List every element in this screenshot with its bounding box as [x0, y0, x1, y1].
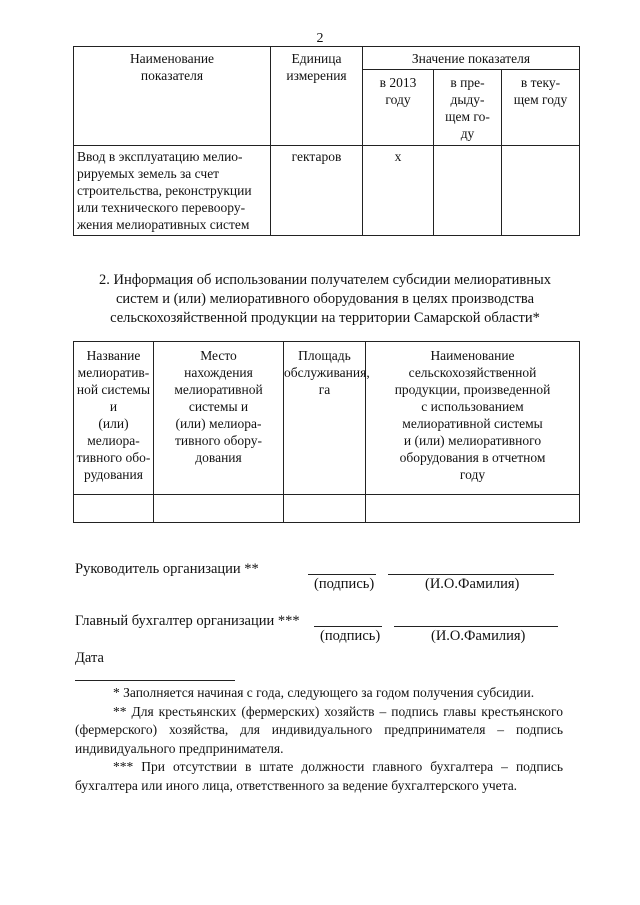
header-unit: Единица измерения: [271, 47, 363, 146]
accountant-name-caption: (И.О.Фамилия): [431, 628, 526, 644]
cell-indicator: Ввод в эксплуатацию мелио- рируемых земель за счет строительства, реконструкции или технического перевоору- жения мелиоративных систем: [74, 146, 271, 236]
head-of-organization-label: Руководитель организации **: [75, 561, 259, 577]
section-2-title: 2. Информация об использовании получателем субсидии мелиоративных систем и (или) мелиоративного оборудования в целях производства сельскохозяйственной продукции на территории Самарской области*: [99, 272, 551, 326]
header-system-name: Название мелиоратив- ной системы и (или) мелиора- тивного обо- рудования: [74, 342, 154, 495]
chief-accountant-label: Главный бухгалтер организации ***: [75, 613, 300, 629]
cell-system-name: [74, 495, 154, 523]
cell-service-area: [284, 495, 366, 523]
header-previous-year: в пре- дыду- щем го- ду: [434, 70, 502, 146]
header-service-area: Площадь обслуживания, га: [284, 342, 366, 495]
accountant-signature-caption: (подпись): [320, 628, 381, 644]
date-label: Дата: [75, 650, 104, 666]
footnote-2: ** Для крестьянских (фермерских) хозяйств – подпись главы крестьянского (фермерского) хозяйства, для индивидуального предпринимателя – подпись индивидуального предпринимателя.: [75, 703, 563, 756]
head-signature-caption: (подпись): [314, 576, 375, 592]
cell-in-2013: х: [363, 146, 434, 236]
cell-unit: гектаров: [271, 146, 363, 236]
usage-table: [73, 341, 580, 523]
header-current-year: в теку- щем году: [502, 70, 580, 146]
header-in-2013: в 2013 году: [363, 70, 434, 146]
footnote-separator: [75, 680, 235, 681]
cell-system-location: [154, 495, 284, 523]
head-name-caption: (И.О.Фамилия): [425, 576, 520, 592]
cell-product-name: [366, 495, 580, 523]
header-product-name: Наименование сельскохозяйственной продукции, произведенной с использованием мелиоративной системы и (или) мелиоративного оборудования в отчетном году: [366, 342, 580, 495]
cell-previous-year: [434, 146, 502, 236]
header-indicator-name: Наименование показателя: [74, 47, 271, 146]
page-number: 2: [316, 31, 324, 46]
footnote-1: * Заполняется начиная с года, следующего за годом получения субсидии.: [113, 685, 535, 700]
header-value-group: Значение показателя: [363, 47, 580, 70]
footnote-3: *** При отсутствии в штате должности главного бухгалтера – подпись бухгалтера или иного лица, ответственного за ведение бухгалтерского учета.: [75, 759, 563, 793]
cell-current-year: [502, 146, 580, 236]
footnotes: [75, 684, 563, 795]
indicator-table: [73, 46, 580, 236]
header-system-location: Место нахождения мелиоративной системы и (или) мелиора- тивного обору- дования: [154, 342, 284, 495]
